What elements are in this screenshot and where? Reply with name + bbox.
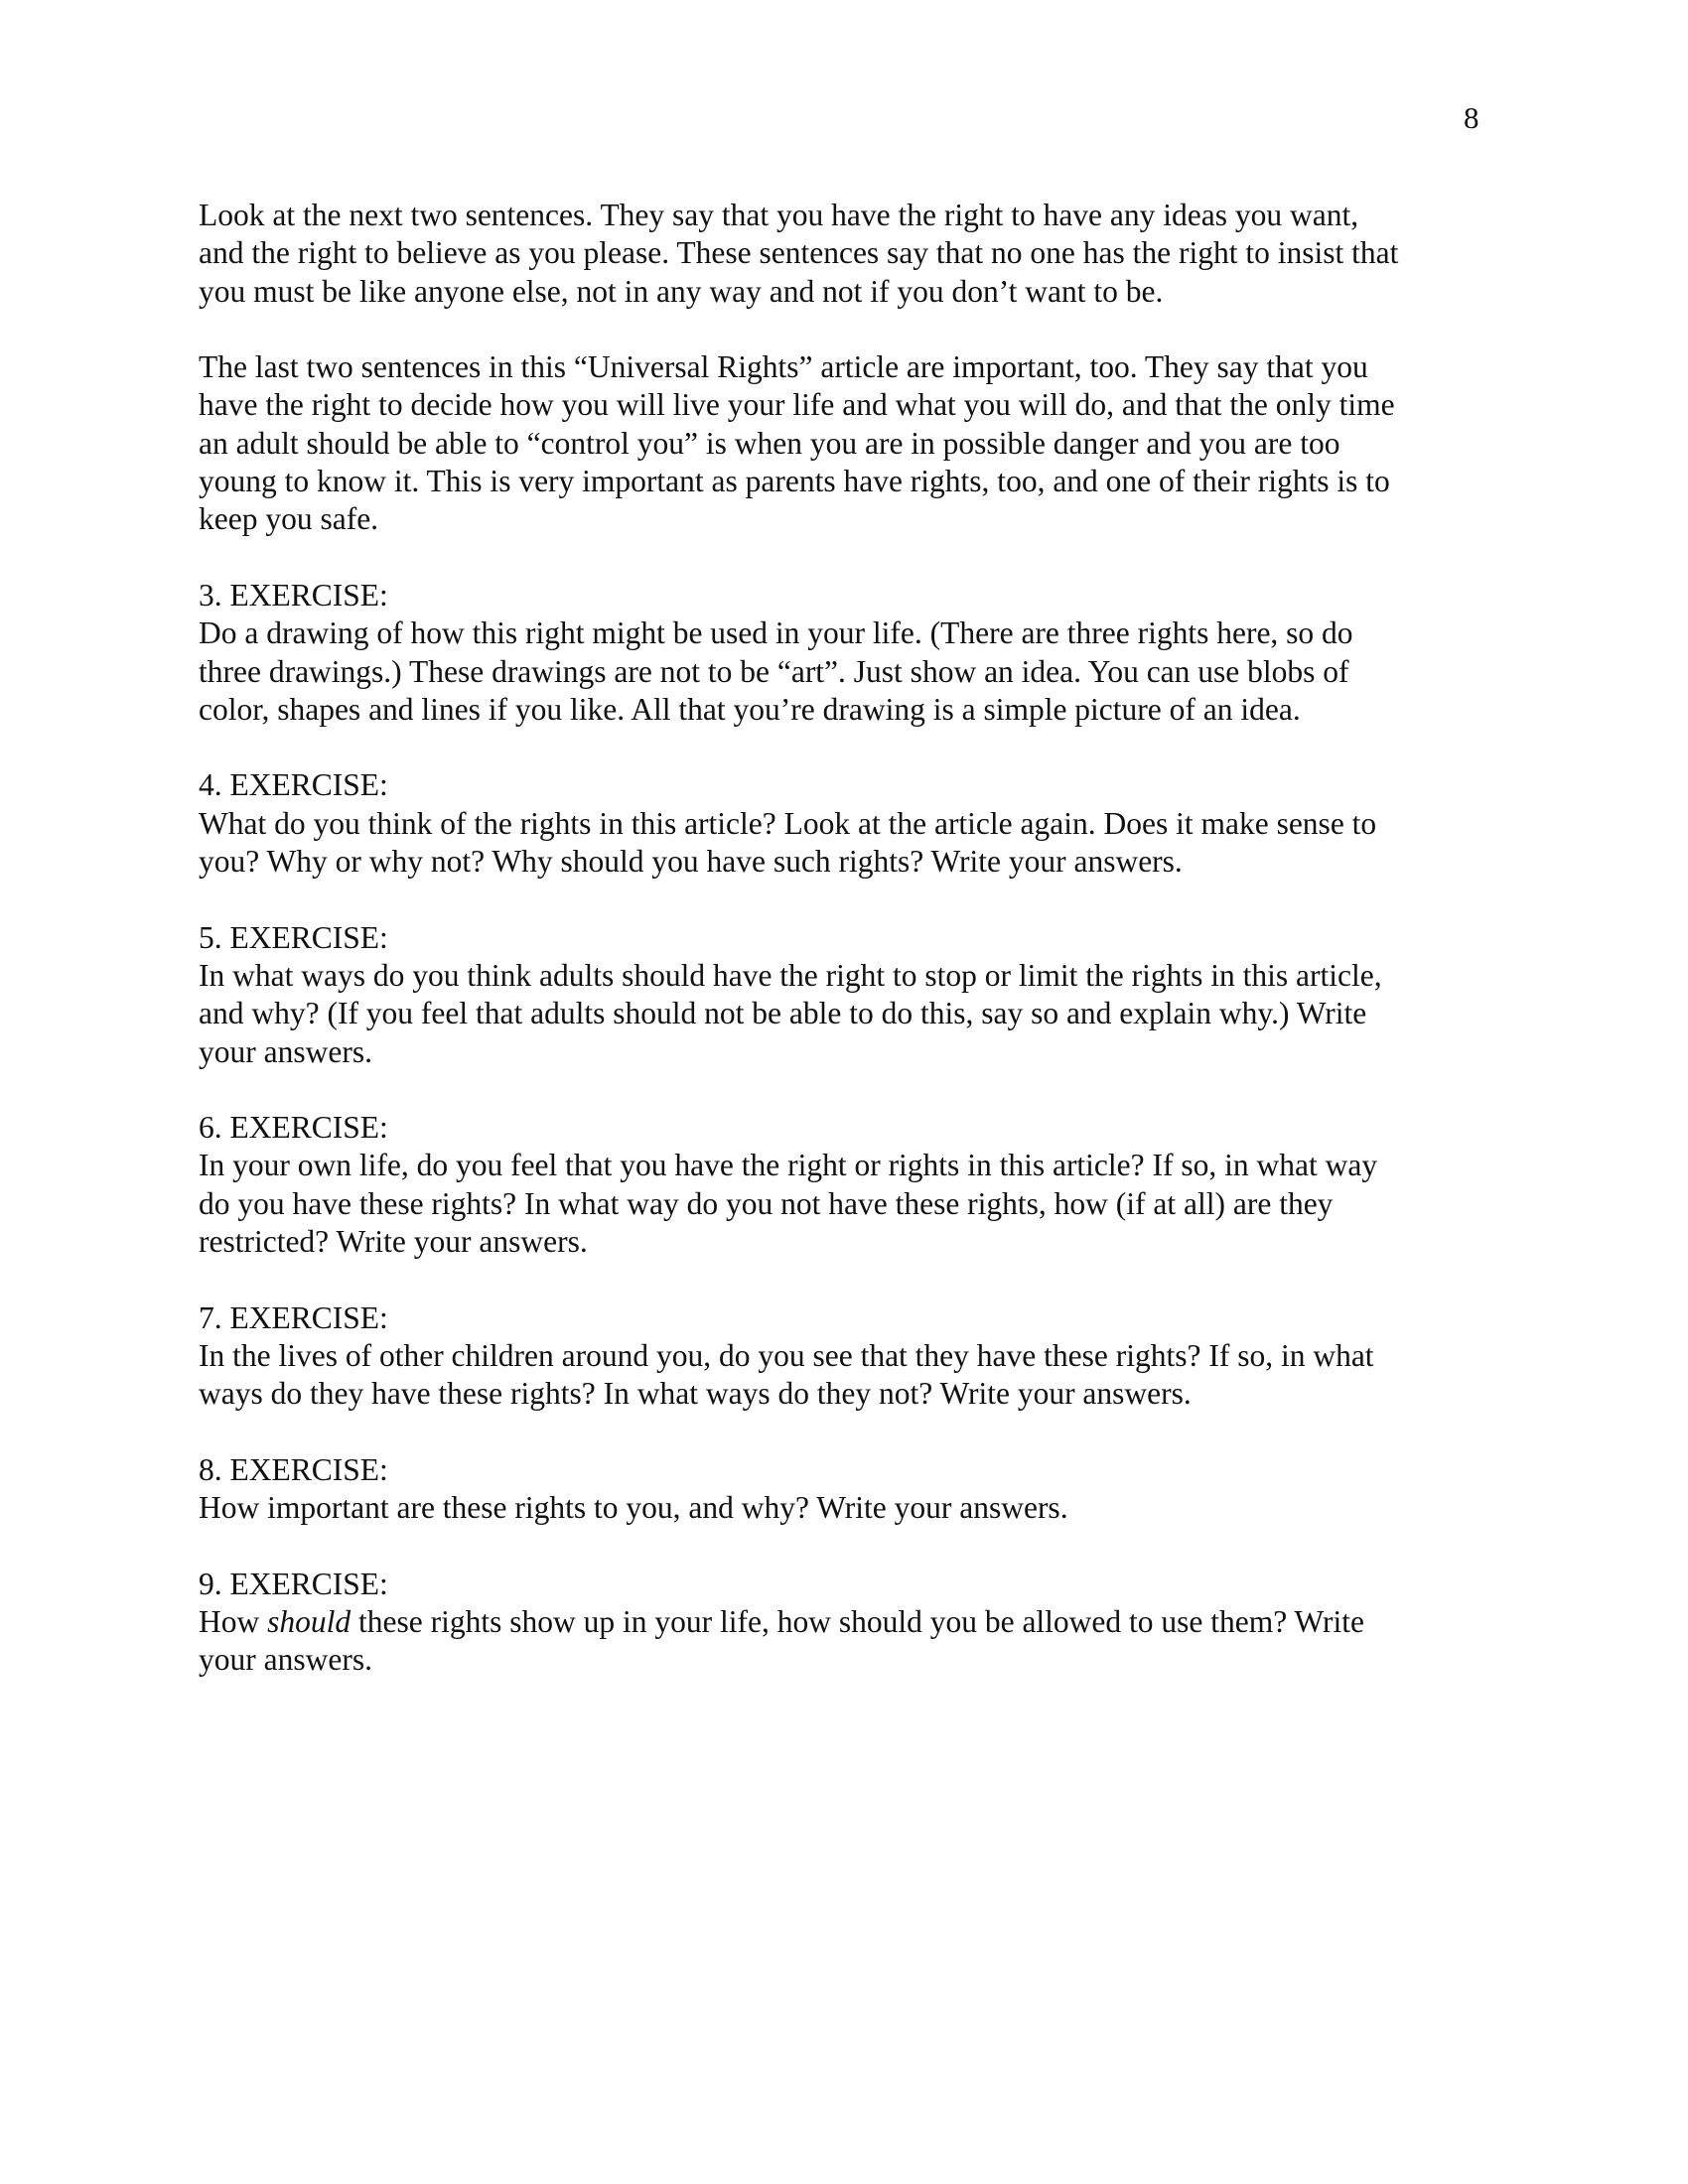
text-line: young to know it. This is very important as parents have rights, too, and one of their rights is to xyxy=(199,464,1390,499)
text-line: The last two sentences in this “Universal Rights” article are important, too. They say that you xyxy=(199,349,1368,385)
text-segment: How xyxy=(199,1603,268,1639)
text-line: you? Why or why not? Why should you have such rights? Write your answers. xyxy=(199,844,1183,880)
emphasized-word: should xyxy=(267,1603,352,1639)
exercise-heading: 5. EXERCISE: xyxy=(199,919,388,955)
text-line: How important are these rights to you, and why? Write your answers. xyxy=(199,1490,1068,1526)
text-line: What do you think of the rights in this article? Look at the article again. Does it make sense to xyxy=(199,805,1377,841)
text-line: do you have these rights? In what way do you not have these rights, how (if at all) are they xyxy=(199,1185,1334,1221)
exercise-heading: 4. EXERCISE: xyxy=(199,767,388,803)
exercise-heading: 8. EXERCISE: xyxy=(199,1451,388,1487)
exercise-heading: 6. EXERCISE: xyxy=(199,1110,388,1146)
document-body xyxy=(199,197,1499,1717)
exercise-6 xyxy=(199,1109,1499,1261)
page-number: 8 xyxy=(1464,100,1479,135)
text-line: three drawings.) These drawings are not to be “art”. Just show an idea. You can use blobs of xyxy=(199,653,1349,689)
exercise-heading: 7. EXERCISE: xyxy=(199,1299,388,1335)
intro-paragraph-2 xyxy=(199,348,1499,538)
text-line: have the right to decide how you will live your life and what you will do, and that the only time xyxy=(199,387,1395,423)
text-line: ways do they have these rights? In what ways do they not? Write your answers. xyxy=(199,1376,1192,1412)
exercise-8 xyxy=(199,1451,1499,1528)
exercise-9 xyxy=(199,1566,1499,1680)
text-line: restricted? Write your answers. xyxy=(199,1224,588,1260)
exercise-5 xyxy=(199,919,1499,1071)
text-line: and why? (If you feel that adults should not be able to do this, say so and explain why.) Write xyxy=(199,996,1367,1031)
text-line: Look at the next two sentences. They say that you have the right to have any ideas you want, xyxy=(199,198,1359,232)
exercise-3 xyxy=(199,577,1499,729)
text-line: keep you safe. xyxy=(199,501,379,537)
text-line xyxy=(199,1603,1499,1641)
exercise-heading: 3. EXERCISE: xyxy=(199,577,388,613)
text-line: your answers. xyxy=(199,1033,372,1069)
exercise-4 xyxy=(199,766,1499,881)
text-line: color, shapes and lines if you like. All that you’re drawing is a simple picture of an idea. xyxy=(199,691,1301,727)
text-line: In your own life, do you feel that you have the right or rights in this article? If so, in what way xyxy=(199,1148,1378,1183)
text-line: and the right to believe as you please. These sentences say that no one has the right to insist that xyxy=(199,235,1399,271)
text-line: an adult should be able to “control you” is when you are in possible danger and you are too xyxy=(199,425,1340,461)
text-line: In the lives of other children around you, do you see that they have these rights? If so, in what xyxy=(199,1337,1374,1373)
text-line: you must be like anyone else, not in any way and not if you don’t want to be. xyxy=(199,273,1164,309)
exercise-7 xyxy=(199,1299,1499,1414)
intro-paragraph-1 xyxy=(199,197,1499,311)
text-line: In what ways do you think adults should have the right to stop or limit the rights in this article, xyxy=(199,957,1382,993)
text-segment: these rights show up in your life, how should you be allowed to use them? Write xyxy=(351,1603,1364,1639)
text-line: your answers. xyxy=(199,1642,372,1678)
exercise-heading: 9. EXERCISE: xyxy=(199,1566,388,1601)
text-line: Do a drawing of how this right might be used in your life. (There are three rights here, so do xyxy=(199,615,1353,651)
